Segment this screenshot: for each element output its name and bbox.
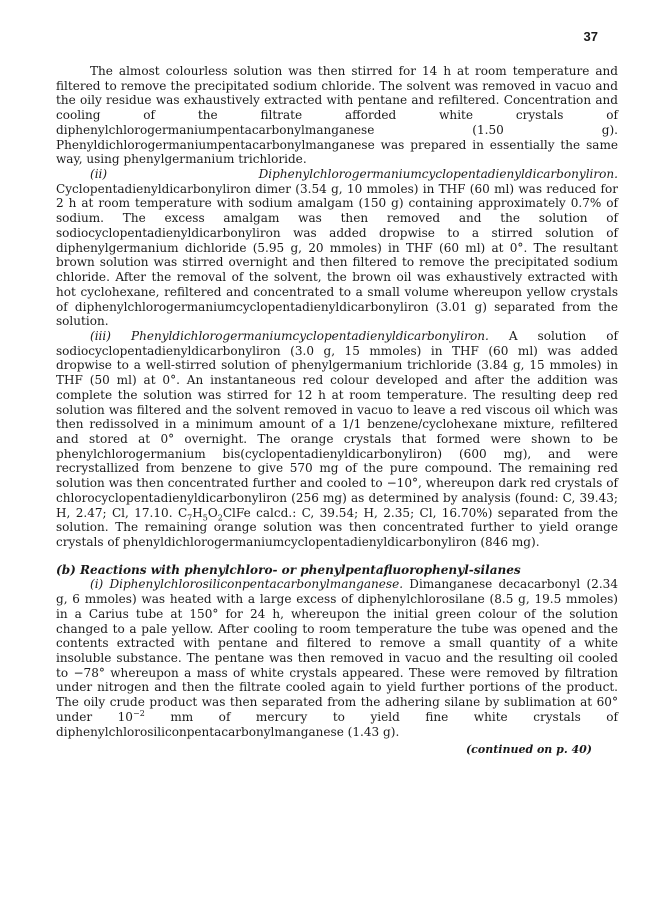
- section-heading-b: (b) Reactions with phenylchloro- or phenylpentafluorophenyl-silanes: [56, 562, 521, 577]
- subsection-heading-iii: (iii) Phenyldichlorogermaniumcyclopentadienyldicarbonyliron.: [90, 328, 489, 343]
- paragraph-text: calcd.: C, 39.54; H, 2.35; Cl, 16.70%) separated from the solution. The remaining orange solution was then concentrated further to yield orange crystals of phenyldichlorogermaniumcyclopentadienyldicarbonyliron (846 mg).: [56, 505, 618, 549]
- paragraph-text: A solution of sodiocyclopentadienyldicarbonyliron (3.0 g, 15 mmoles) in THF (60 ml) was added dropwise to a well-stirred solution of phenylgermanium trichloride (3.84 g, 15 mmoles) in THF (50 ml) at 0°. An instantaneous red colour developed and after the addition was complete the solution was stirred for 12 h at room temperature. The resulting deep red solution was filtered and the solvent removed in vacuo to leave a red viscous oil which was then redissolved in a minimum amount of a 1/1 benzene/cyclohexane mixture, refiltered and stored at 0° overnight. The orange crystals that formed were shown to be phenylchlorogermanium bis(cyclopentadienyldicarbonyliron) (600 mg), and were recrystallized from benzene to give 570 mg of the pure compound. The remaining red solution was then concentrated further and cooled to −10°, whereupon dark red crystals of chlorocyclopentadienyldicarbonyliron (256 mg) as determined by analysis (found: C, 39.43; H, 2.47; Cl, 17.10.: [56, 328, 618, 520]
- article-body: [56, 64, 618, 758]
- paragraph-germanium-manganese: The almost colourless solution was then stirred for 14 h at room temperature and filtered to remove the precipitated sodium chloride. The solvent was removed in vacuo and the oily residue was exhaustively extracted with pentane and refiltered. Concentration and cooling of the filtrate afforded white crystals of diphenylchlorogermaniumpentacarbonylmanganese (1.50 g). Phenyldichlorogermaniumpentacarbonylmanganese was prepared in essentially the same way, using phenylgermanium trichloride.: [56, 64, 618, 167]
- section-gap: [56, 550, 618, 563]
- subsection-heading-ii: (ii) Diphenylchlorogermaniumcyclopentadienyldicarbonyliron.: [90, 167, 618, 182]
- paragraph-text: mm of mercury to yield fine white crystals of diphenylchlorosiliconpentacarbonylmanganese (1.43 g).: [56, 709, 618, 739]
- paragraph-diphenylchlorogermanium-iron: [56, 167, 618, 329]
- paragraph-text: Dimanganese decacarbonyl (2.34 g, 6 mmoles) was heated with a large excess of diphenylchlorosilane (8.5 g, 19.5 mmoles) in a Carius tube at 150° for 24 h, whereupon the initial green colour of the solution changed to a pale yellow. After cooling to room temperature the tube was opened and the contents extracted with pentane and filtered to remove a small quantity of a white insoluble substance. The pentane was then removed in vacuo and the resulting oil cooled to −78° whereupon a mass of white crystals appeared. These were removed by filtration under nitrogen and then the filtrate cooled again to yield further portions of the product. The oily crude product was then separated from the adhering silane by sublimation at 60° under 10: [56, 577, 618, 724]
- chemical-formula: $C_7H_5O_2ClFe$: [177, 505, 251, 522]
- paragraph-text: Cyclopentadienyldicarbonyliron dimer (3.54 g, 10 mmoles) in THF (60 ml) was reduced for 2 h at room temperature with sodium amalgam (150 g) containing approximately 0.7% of sodium. The excess amalgam was then removed and the solution of sodiocyclopentadienyldicarbonyliron was added dropwise to a stirred solution of diphenylgermanium dichloride (5.95 g, 20 mmoles) in THF (60 ml) at 0°. The resultant brown solution was stirred overnight and then filtered to remove the precipitated sodium chloride. After the removal of the solvent, the brown oil was exhaustively extracted with hot cyclohexane, refiltered and concentrated to a small volume whereupon yellow crystals of diphenylchlorogermaniumcyclopentadienyldicarbonyliron (3.01 g) separated from the solution.: [56, 181, 618, 329]
- paragraph-diphenylchlorosilicon-manganese: [56, 577, 618, 739]
- paragraph-phenyldichlorogermanium-iron: [56, 329, 618, 550]
- exponent: −2: [132, 708, 145, 718]
- subsection-heading-i: (i) Diphenylchlorosiliconpentacarbonylmanganese.: [90, 577, 404, 592]
- page-number: 37: [583, 29, 598, 44]
- continued-note: (continued on p. 40): [465, 743, 592, 757]
